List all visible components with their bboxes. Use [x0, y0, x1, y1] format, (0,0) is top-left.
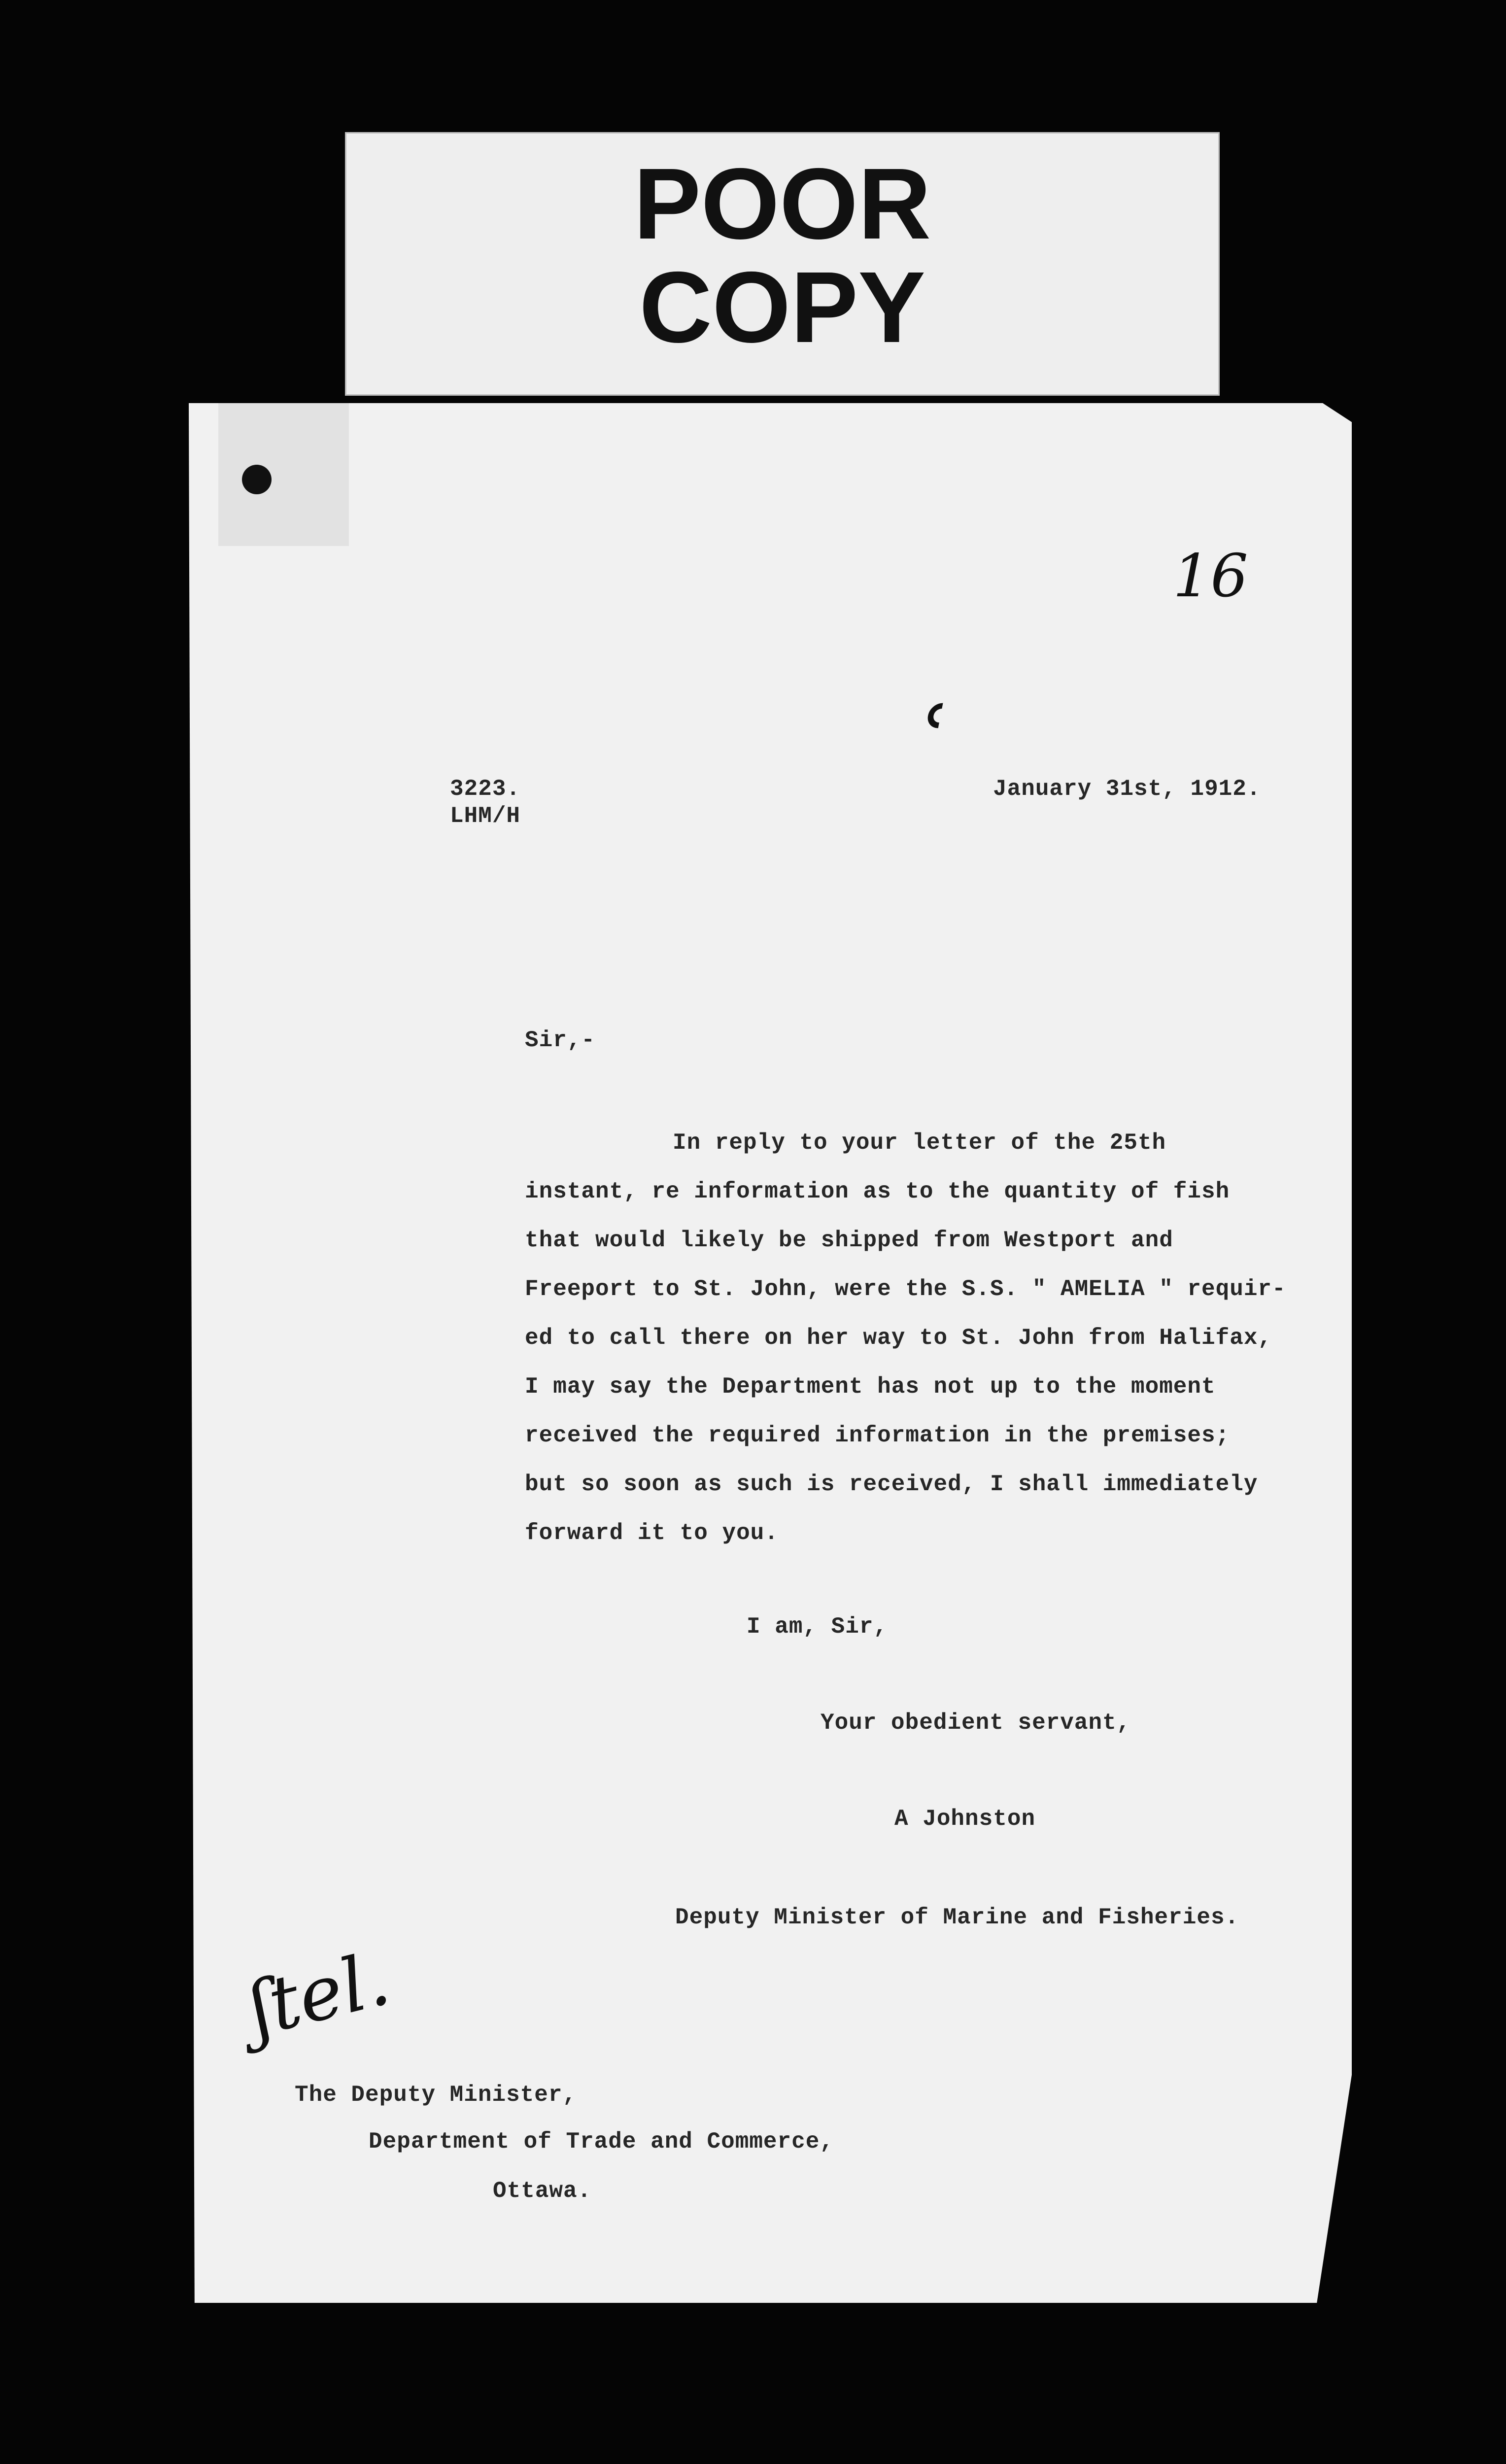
- page-number: 16: [1173, 542, 1248, 611]
- margin-mark: ʿ: [917, 687, 946, 796]
- body-line: received the required information in the premises;: [525, 1423, 1230, 1448]
- body-line: I may say the Department has not up to the moment: [525, 1374, 1216, 1400]
- body-line: but so soon as such is received, I shall immediately: [525, 1472, 1258, 1497]
- signer-title: Deputy Minister of Marine and Fisheries.: [675, 1905, 1239, 1930]
- body-line: that would likely be shipped from Westport and: [525, 1228, 1173, 1253]
- signature-name: A Johnston: [894, 1806, 1036, 1832]
- recipient-line-3: Ottawa.: [493, 2178, 592, 2204]
- recipient-line-2: Department of Trade and Commerce,: [369, 2129, 834, 2155]
- handwritten-initials: ʃtel.: [240, 1936, 398, 2053]
- body-line: forward it to you.: [525, 1520, 779, 1546]
- body-line: ed to call there on her way to St. John from Halifax,: [525, 1325, 1272, 1351]
- recipient-line-1: The Deputy Minister,: [295, 2082, 577, 2108]
- closing: I am, Sir,: [747, 1614, 888, 1640]
- paper-tab: [218, 403, 349, 546]
- poor-copy-stamp: [345, 132, 1220, 396]
- salutation: Sir,-: [525, 1027, 596, 1053]
- letter-body: [525, 1119, 1338, 1558]
- body-line: In reply to your letter of the 25th: [673, 1130, 1166, 1156]
- complimentary-close: Your obedient servant,: [821, 1710, 1131, 1736]
- file-initials: LHM/H: [450, 803, 521, 829]
- poor-copy-line-1: POOR: [633, 147, 931, 260]
- poor-copy-line-2: COPY: [639, 251, 925, 364]
- body-line: instant, re information as to the quantity of fish: [525, 1179, 1230, 1204]
- punch-hole: [242, 465, 272, 494]
- file-reference: 3223.: [450, 776, 521, 802]
- letter-date: January 31st, 1912.: [993, 776, 1261, 802]
- body-line: Freeport to St. John, were the S.S. " AMELIA " requir-: [525, 1276, 1286, 1302]
